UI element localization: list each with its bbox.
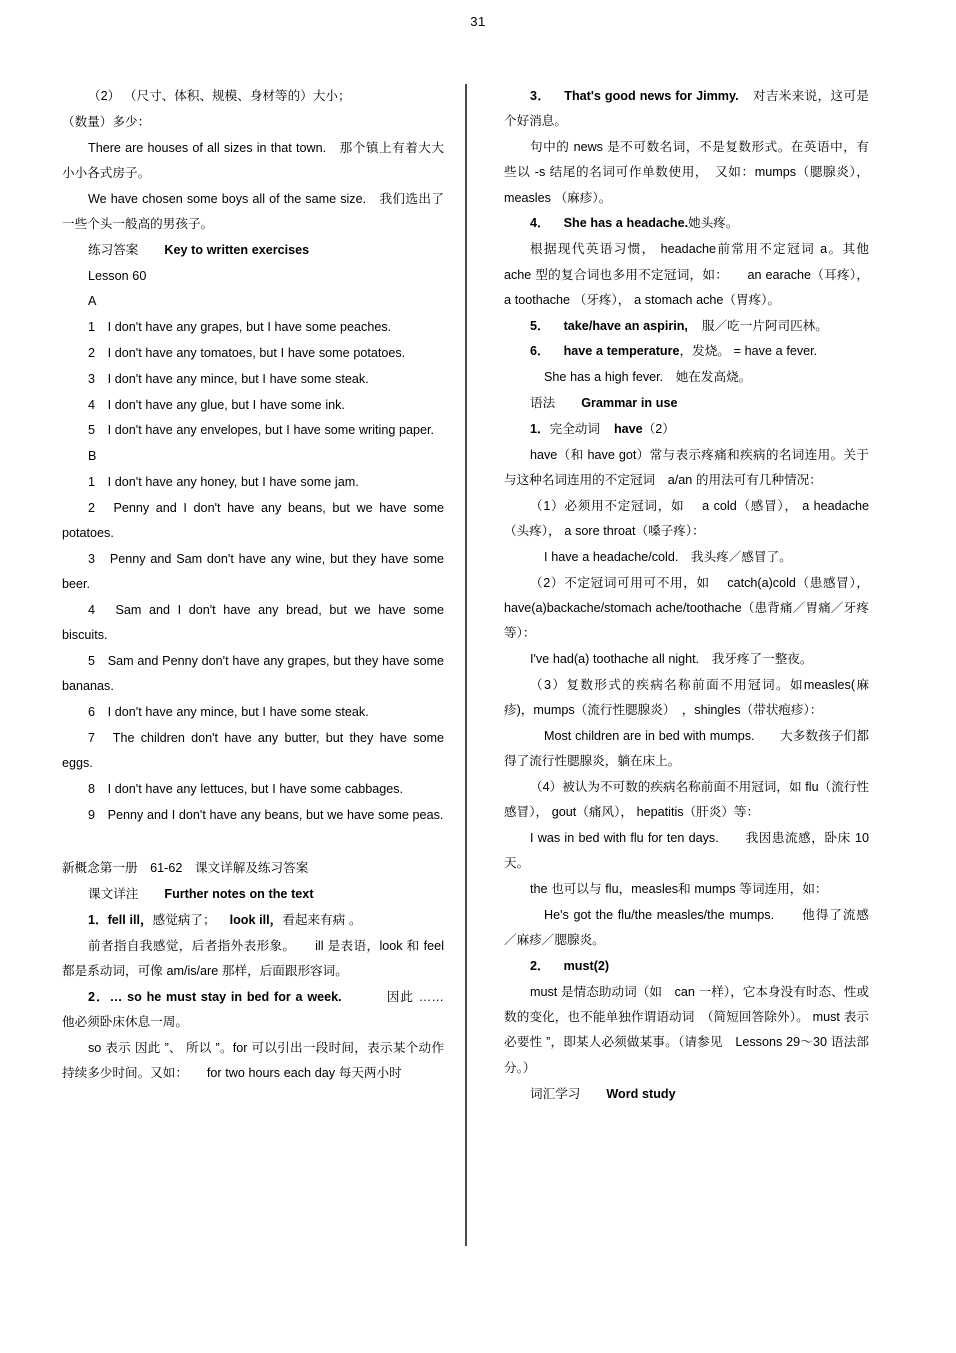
paragraph: （2） （尺寸、体积、规模、身材等的）大小；	[88, 89, 351, 103]
note-gloss: 因此 …… 他必须卧床休息一周。	[62, 989, 444, 1029]
page-number: 31	[470, 14, 486, 29]
answer-item: 8 I don't have any lettuces, but I have some cabbages.	[88, 782, 404, 797]
note-gloss: 感觉病了；	[152, 912, 216, 927]
paragraph: （1）必须用不定冠词，如 a cold（感冒）， a headache（头疼）， a sore throat（嗓子疼）：	[504, 498, 869, 539]
note-item	[504, 84, 869, 135]
unit-title: 新概念第一册 61-62 课文详解及练习答案	[62, 861, 309, 876]
grammar-number: 2．	[530, 959, 550, 974]
answer-item: 1 I don't have any honey, but I have some jam.	[88, 474, 359, 489]
answer-item: 2 I don't have any tomatoes, but I have some potatoes.	[88, 345, 406, 360]
column-divider	[465, 84, 467, 1246]
example-sentence: I've had(a) toothache all night. 我牙疼了一整夜。	[530, 652, 813, 667]
answer-item: 7 The children don't have any butter, but they have some eggs.	[62, 730, 444, 771]
paragraph: （4）被认为不可数的疾病名称前面不用冠词，如 flu（流行性感冒）， gout（痛风）， hepatitis（肝炎）等：	[504, 780, 869, 820]
answer-item: 4 I don't have any glue, but I have some ink.	[88, 397, 345, 412]
answer-item: 1 I don't have any grapes, but I have some peaches.	[88, 320, 392, 335]
answer-item: 6 I don't have any mince, but I have some steak.	[88, 705, 369, 720]
paragraph: （2）不定冠词可用可不用，如 catch(a)cold（患感冒），have(a)backache/stomach ache/toothache（患背痛／胃痛／牙疼等）：	[504, 575, 869, 641]
note-gloss: ，发烧。 = have a fever.	[679, 344, 818, 359]
example-sentence: I have a headache/cold. 我头疼／感冒了。	[544, 549, 792, 564]
two-column-body	[62, 84, 898, 1254]
note-item	[62, 985, 444, 1036]
answer-item: 3 Penny and Sam don't have any wine, but they have some beer.	[62, 551, 444, 592]
exercise-group-label: B	[88, 449, 97, 464]
grammar-item-heading	[504, 954, 869, 979]
grammar-number: 1．	[530, 421, 550, 436]
paragraph: （3）复数形式的疾病名称前面不用冠词。如measles(麻疹)，mumps（流行性腮腺炎） ，shingles（带状疱疹）：	[504, 677, 869, 718]
exercise-group-label: A	[88, 294, 97, 309]
example-sentence: I was in bed with flu for ten days. 我因患流感，卧床 10 天。	[504, 831, 869, 871]
section-heading-en: Further notes on the text	[164, 886, 314, 901]
note-term: That's good news for Jimmy.	[564, 89, 739, 103]
paragraph: 前者指自我感觉，后者指外表形象。 ill 是表语，look 和 feel 都是系动词，可像 am/is/are 那样，后面跟形容词。	[62, 938, 444, 978]
note-gloss: 对吉米来说，这可是个好消息。	[504, 89, 870, 129]
grammar-suffix: （2）	[642, 421, 675, 436]
section-heading-key-to-exercises	[62, 238, 444, 263]
note-term: fell ill，	[107, 912, 153, 927]
paragraph: We have chosen some boys all of the same size. 我们选出了一些个头一般高的男孩子。	[62, 191, 444, 231]
note-gloss: 她头疼。	[688, 216, 739, 231]
section-heading-cn: 课文详注	[88, 886, 139, 901]
answer-item: 2 Penny and I don't have any beans, but we have some potatoes.	[62, 500, 444, 541]
paragraph: （数量）多少：	[62, 114, 151, 129]
example-sentence: He's got the flu/the measles/the mumps. 他得了流感／麻疹／腮腺炎。	[504, 908, 869, 948]
answer-item: 5 I don't have any envelopes, but I have some writing paper.	[88, 423, 435, 438]
answer-item: 4 Sam and I don't have any bread, but we have some biscuits.	[62, 602, 444, 643]
section-heading-further-notes	[62, 882, 444, 907]
grammar-term: must(2)	[563, 959, 610, 974]
example-sentence: She has a high fever. 她在发高烧。	[544, 370, 752, 385]
note-number: 1．	[88, 912, 108, 927]
paragraph: 句中的 news 是不可数名词，不是复数形式。在英语中，有些以 -s 结尾的名词可作单数使用， 又如：mumps（腮腺炎）， measles （麻疹）。	[504, 140, 869, 205]
section-heading-cn: 练习答案	[88, 242, 139, 257]
note-number: 4．	[530, 216, 550, 231]
section-heading-cn: 词汇学习	[530, 1086, 581, 1101]
section-heading-en: Key to written exercises	[164, 242, 310, 257]
note-item	[62, 908, 444, 933]
note-term: … so he must stay in bed for a week.	[109, 989, 342, 1004]
note-item	[504, 314, 869, 339]
note-term: have a temperature	[563, 344, 680, 359]
grammar-label-cn: 完全动词	[549, 421, 600, 436]
left-column	[62, 84, 453, 1087]
note-term: look ill，	[229, 912, 283, 927]
example-sentence: Most children are in bed with mumps. 大多数孩子们都得了流行性腮腺炎，躺在床上。	[504, 728, 869, 769]
section-heading-en: Grammar in use	[581, 396, 678, 411]
paragraph: must 是情态助动词（如 can 一样），它本身没有时态、性或数的变化，也不能单独作谓语动词 （简短回答除外）。 must 表示 必要性 ”，即某人必须做某事。（请参见 Lessons 29～30 语法部分。）	[504, 984, 869, 1075]
answer-item: 5 Sam and Penny don't have any grapes, but they have some bananas.	[62, 654, 444, 694]
note-number: 5．	[530, 318, 550, 333]
note-number: 2．	[88, 989, 110, 1004]
right-column	[478, 84, 869, 1107]
section-heading-cn: 语法	[530, 396, 556, 411]
note-number: 3．	[530, 89, 551, 103]
answer-item: 3 I don't have any mince, but I have some steak.	[88, 371, 369, 386]
grammar-term: have	[613, 421, 643, 436]
answer-item: 9 Penny and I don't have any beans, but we have some peas.	[88, 807, 444, 822]
note-gloss: 服／吃一片阿司匹林。	[701, 318, 828, 333]
lesson-label: Lesson 60	[88, 268, 147, 283]
paragraph: have（和 have got）常与表示疼痛和疾病的名词连用。关于与这种名词连用的不定冠词 a/an 的用法可有几种情况：	[504, 447, 869, 487]
note-term: take/have an aspirin,	[563, 318, 688, 333]
note-term: She has a headache.	[563, 216, 689, 231]
note-item	[504, 211, 869, 236]
note-number: 6．	[530, 344, 550, 359]
section-heading-grammar	[504, 391, 869, 416]
note-item	[504, 339, 869, 364]
grammar-item-heading	[504, 417, 869, 442]
paragraph: There are houses of all sizes in that town. 那个镇上有着大大小小各式房子。	[62, 140, 444, 180]
note-gloss: 看起来有病 。	[282, 912, 362, 927]
paragraph: the 也可以与 flu，measles和 mumps 等词连用，如：	[530, 882, 828, 897]
paragraph: 根据现代英语习惯， headache前常用不定冠词 a。其他 ache 型的复合词也多用不定冠词，如： an earache（耳疼）， a toothache （牙疼）， a stomach ache（胃疼）。	[504, 242, 869, 307]
paragraph: so 表示 因此 ”、 所以 ”。for 可以引出一段时间，表示某个动作持续多少时间。又如： for two hours each day 每天两小时	[62, 1040, 444, 1080]
section-heading-en: Word study	[606, 1086, 676, 1101]
section-heading-word-study	[504, 1082, 869, 1107]
